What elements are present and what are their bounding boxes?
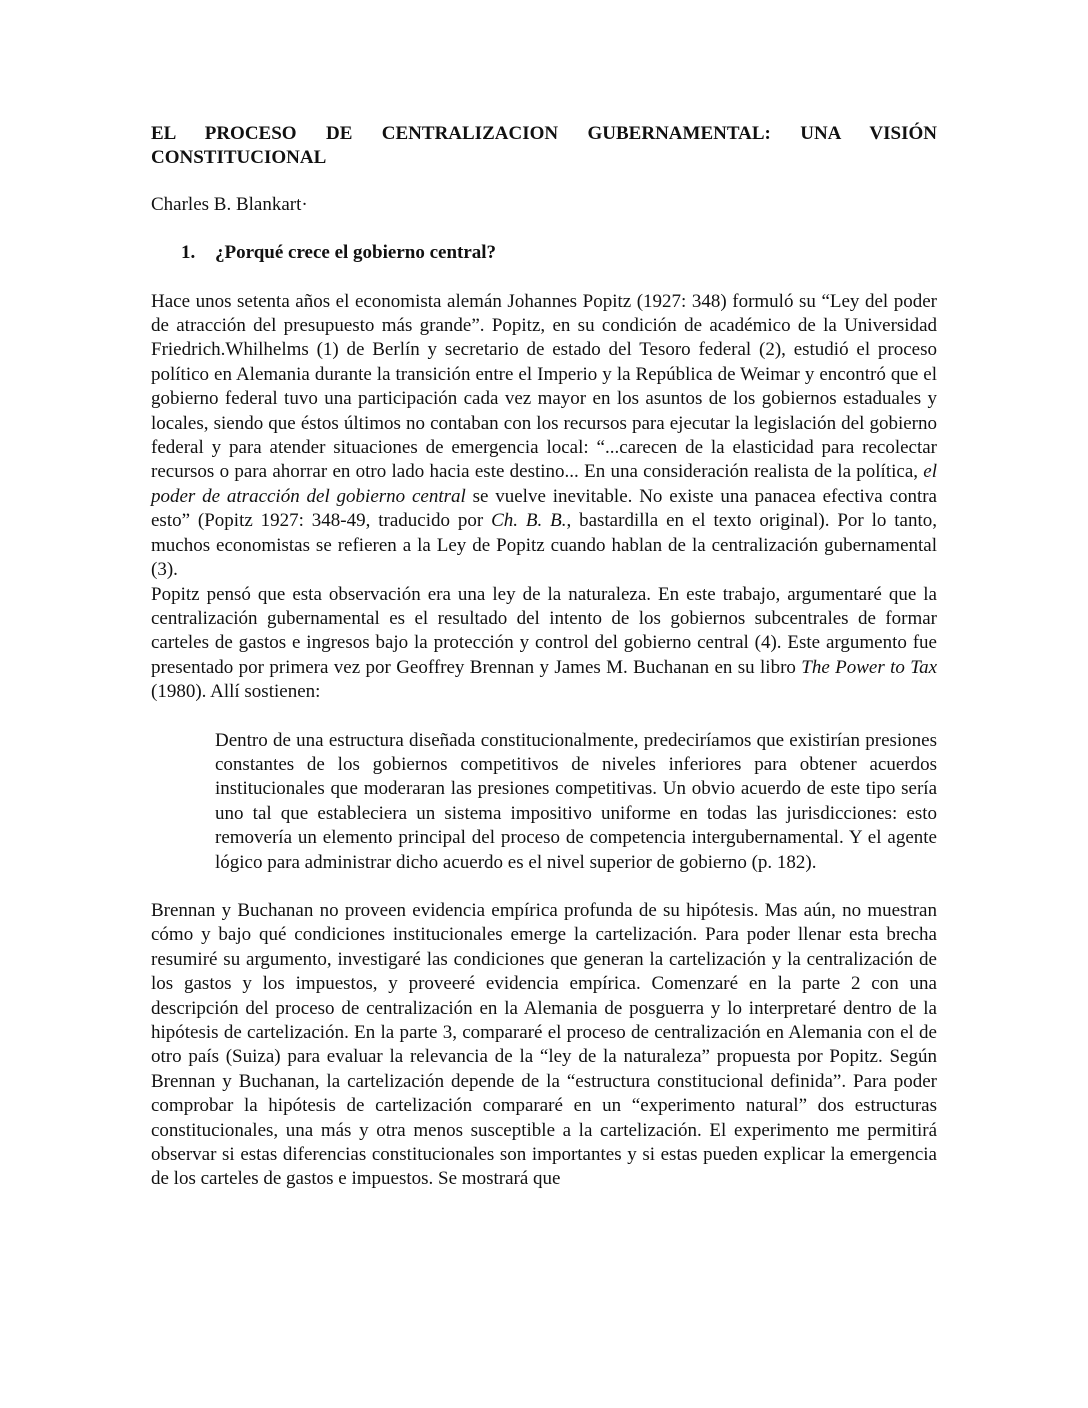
paragraph-2 (151, 583, 937, 705)
italic-initials: Ch. B. B. (491, 510, 567, 532)
paragraph-2-text: (1980). Allí sostienen: (151, 681, 321, 703)
paragraph-2-text: Popitz pensó que esta observación era una ley de la naturaleza. En este trabajo, argumentaré que la centralización gubernamental es el resultado del intento de los gobiernos subcentrales de formar carteles de gastos e ingresos bajo la protección y control del gobierno central (4). Este argumento fue presentado por primera vez por Geoffrey Brennan y James M. Buchanan en su libro (151, 583, 937, 678)
title-line-1: EL PROCESO DE CENTRALIZACION GUBERNAMENTAL: UNA VISIÓN (151, 123, 937, 144)
paragraph-1-text: se vuelve inevitable. No existe una panacea efectiva contra esto” (Popitz 1927: 348-49, traducido por (151, 485, 937, 532)
book-title: The Power to Tax (801, 656, 937, 678)
paragraph-1 (151, 290, 937, 583)
italic-emphasis: el poder de atracción del gobierno central (151, 461, 937, 507)
title-line-2: CONSTITUCIONAL (151, 147, 327, 169)
block-quote: Dentro de una estructura diseñada constitucionalmente, predeciríamos que existirían presiones constantes de los gobiernos competitivos de niveles inferiores para obtener acuerdos institucionales que moderaran las presiones competitivas. Un obvio acuerdo de este tipo sería uno tal que estableciera un sistema impositivo uniforme en todas las jurisdicciones: esto removería un elemento principal del proceso de competencia intergubernamental. Y el agente lógico para administrar dicho acuerdo es el nivel superior de gobierno (p. 182). (215, 729, 937, 873)
section-number: 1. (181, 242, 196, 264)
paragraph-3: Brennan y Buchanan no proveen evidencia empírica profunda de su hipótesis. Mas aún, no muestran cómo y bajo qué condiciones institucionales emerge la cartelización. Para poder llenar esta brecha resumiré su argumento, investigaré las condiciones que generan la cartelización y la centralización de los gastos y los impuestos, y proveeré evidencia empírica. Comenzaré en la parte 2 con una descripción del proceso de centralización en la Alemania de posguerra y lo interpretaré dentro de la hipótesis de cartelización. En la parte 3, compararé el proceso de centralización en Alemania con el de otro país (Suiza) para evaluar la relevancia de la “ley de la naturaleza” propuesta por Popitz. Según Brennan y Buchanan, la cartelización depende de la “estructura constitucional definida”. Para poder comprobar la hipótesis de cartelización compararé en un “experimento natural” dos estructuras constitucionales, una más y otra menos susceptible a la cartelización. El experimento me permitirá observar si estas diferencias constitucionales son importantes y si estas pueden explicar la emergencia de los carteles de gastos e impuestos. Se mostrará que (151, 899, 937, 1190)
paragraph-1-text: , bastardilla en el texto original). Por lo tanto, muchos economistas se refieren a la Ley de Popitz cuando hablan de la centralización gubernamental (3). (151, 510, 938, 581)
paragraph-1-text: Hace unos setenta años el economista alemán Johannes Popitz (1927: 348) formuló su “Ley del poder de atracción del presupuesto más grande”. Popitz, en su condición de académico de la Universidad Friedrich.Whilhelms (1) de Berlín y secretario de estado del Tesoro federal (2), estudió el proceso político en Alemania durante la transición entre el Imperio y la República de Weimar y encontró que el gobierno federal tuvo una participación cada vez mayor en los asuntos de los gobiernos estaduales y locales, siendo que éstos últimos no contaban con los recursos para ejecutar la legislación del gobierno federal y para atender situaciones de emergencia local: “...carecen de la elasticidad para recolectar recursos o para ahorrar en otro lado hacia este destino... En una consideración realista de la política, (151, 290, 937, 483)
document-page (151, 122, 937, 1192)
section-heading (151, 241, 937, 265)
document-title (151, 122, 937, 171)
author-name: Charles B. Blankart· (151, 193, 308, 215)
section-title: ¿Porqué crece el gobierno central? (215, 242, 497, 264)
